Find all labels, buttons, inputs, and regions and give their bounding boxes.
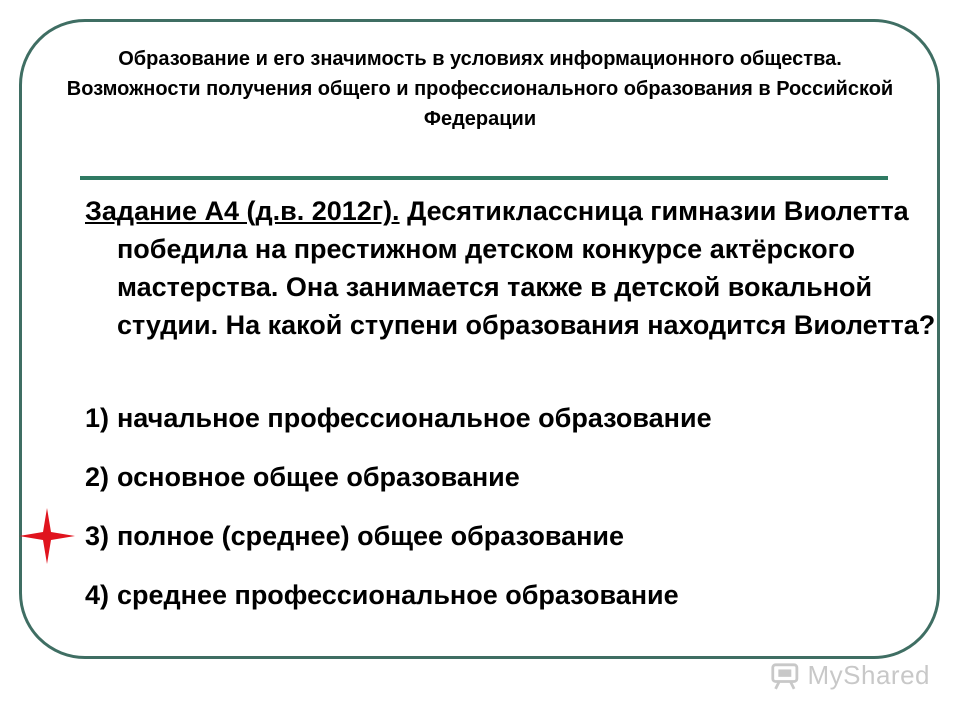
task-text: Десятиклассница гимназии Виолетта победила на престижном детском конкурсе актёрского мастерства. Она занимается также в детской вокальной студии. На какой ступени образования находится Виолетта? bbox=[117, 196, 936, 340]
watermark-text: MyShared bbox=[807, 659, 930, 690]
answer-option-1 bbox=[85, 400, 925, 436]
option-number: 4) bbox=[85, 580, 110, 610]
answer-option-2 bbox=[85, 459, 925, 495]
slide-title: Образование и его значимость в условиях информационного общества. Возможности получения общего и профессионального образования в Российской Федерации bbox=[66, 48, 894, 130]
task-question bbox=[85, 192, 957, 344]
option-text: среднее профессиональное образование bbox=[117, 580, 679, 610]
option-text: основное общее образование bbox=[117, 462, 520, 492]
watermark bbox=[770, 655, 930, 695]
myshared-logo-icon bbox=[770, 658, 802, 692]
title-divider bbox=[80, 176, 888, 180]
option-number: 3) bbox=[85, 521, 110, 551]
option-number: 1) bbox=[85, 403, 110, 433]
option-number: 2) bbox=[85, 462, 110, 492]
answer-options bbox=[85, 400, 925, 636]
answer-option-3 bbox=[85, 518, 925, 554]
answer-option-4 bbox=[85, 577, 925, 613]
option-text: полное (среднее) общее образование bbox=[117, 521, 625, 551]
option-text: начальное профессиональное образование bbox=[117, 403, 712, 433]
task-reference: Задание А4 (д.в. 2012г). bbox=[85, 196, 400, 226]
star-shape bbox=[19, 508, 75, 564]
red-star-icon bbox=[19, 508, 75, 564]
